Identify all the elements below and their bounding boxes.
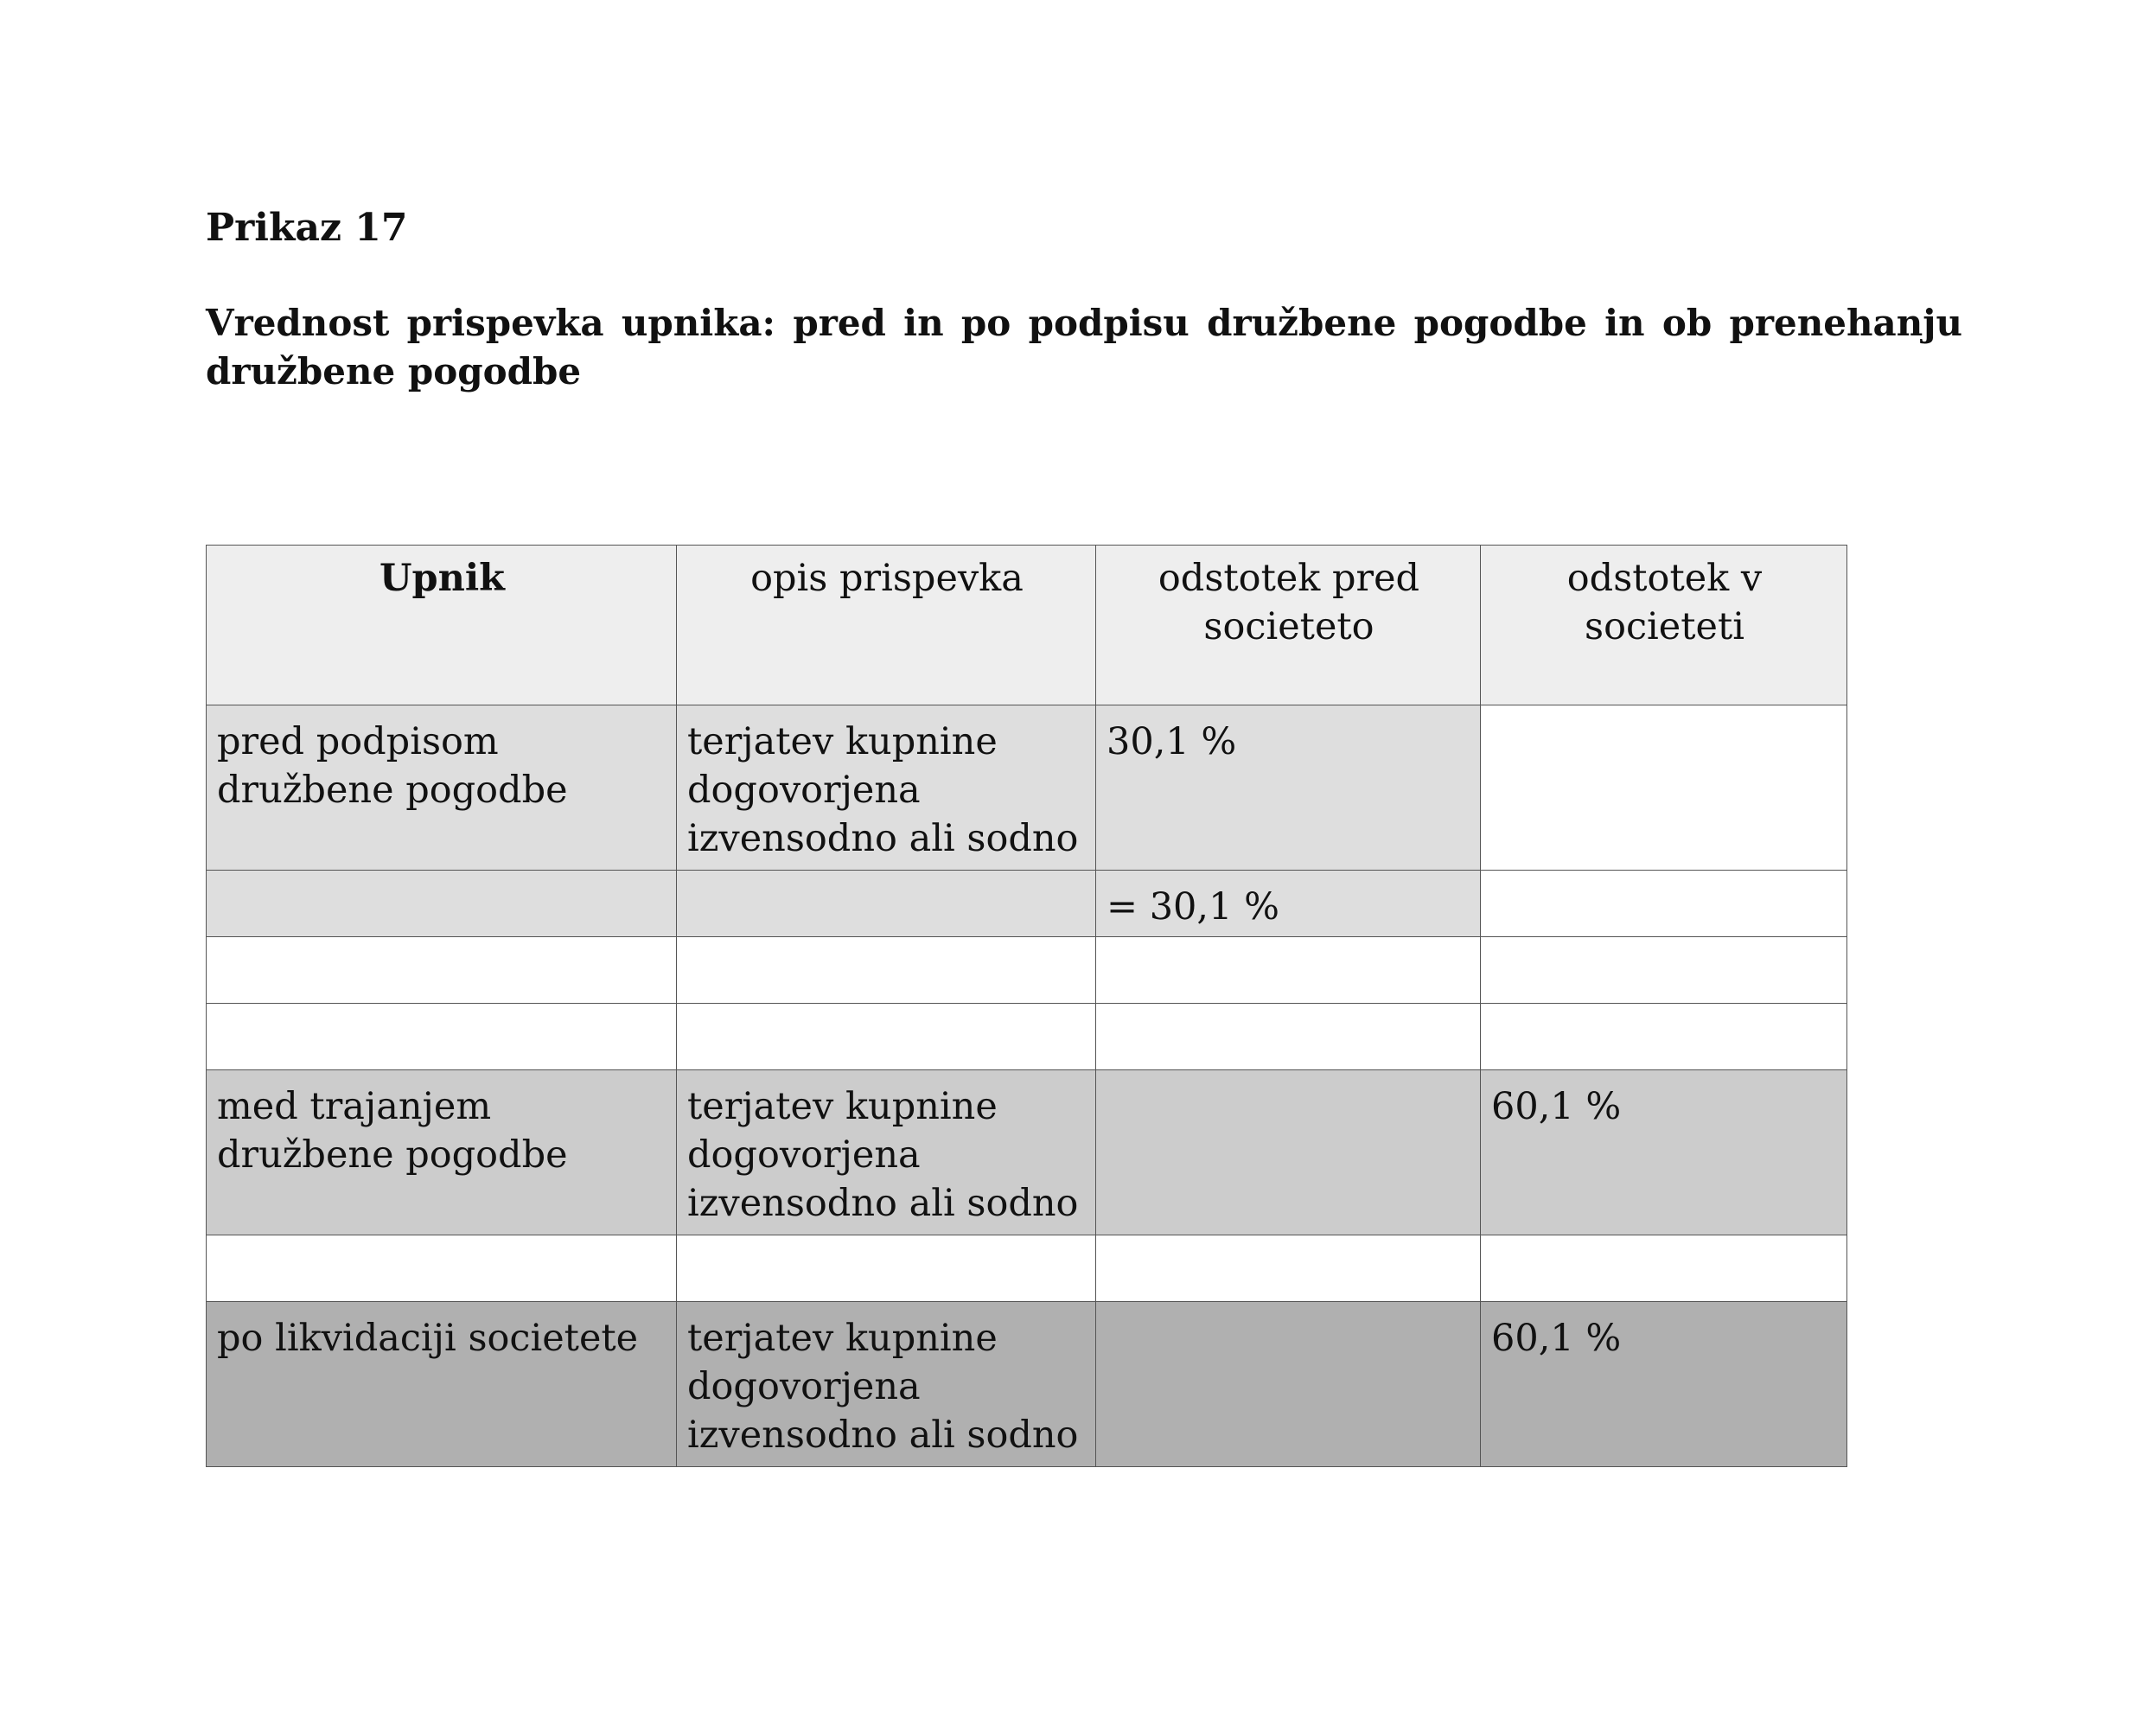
table-cell	[207, 871, 677, 937]
table-cell	[207, 937, 677, 1004]
table-cell: 60,1 %	[1481, 1070, 1847, 1235]
table-cell	[677, 871, 1096, 937]
table-cell	[1481, 937, 1847, 1004]
table-cell: terjatev kupnine dogovorjena izvensodno ali sodno	[677, 1070, 1096, 1235]
table-cell	[677, 1004, 1096, 1070]
table-cell	[1096, 937, 1481, 1004]
figure-label: Prikaz 17	[206, 206, 408, 250]
table-header-row	[207, 546, 1847, 705]
table-cell	[207, 1235, 677, 1302]
table-cell	[1481, 1235, 1847, 1302]
table-row	[207, 1235, 1847, 1302]
table-row	[207, 1070, 1847, 1235]
table-row	[207, 705, 1847, 871]
figure-title: Vrednost prispevka upnika: pred in po podpisu družbene pogodbe in ob prenehanju družbene pogodbe	[206, 302, 1962, 393]
table-cell	[1096, 1070, 1481, 1235]
table-cell: med trajanjem družbene pogodbe	[207, 1070, 677, 1235]
header-odstotek-v-societeti: odstotek v societeti	[1481, 546, 1847, 705]
table-cell: po likvidaciji societete	[207, 1302, 677, 1467]
table-cell: 60,1 %	[1481, 1302, 1847, 1467]
header-odstotek-pred-societeto: odstotek pred societeto	[1096, 546, 1481, 705]
table-cell	[1096, 1235, 1481, 1302]
table-cell	[1096, 1302, 1481, 1467]
table-cell: 30,1 %	[1096, 705, 1481, 871]
table-cell	[1096, 1004, 1481, 1070]
table-cell	[677, 1235, 1096, 1302]
table-cell	[207, 1004, 677, 1070]
contribution-table	[206, 545, 1847, 1467]
header-opis-prispevka: opis prispevka	[677, 546, 1096, 705]
table-cell: pred podpisom družbene pogodbe	[207, 705, 677, 871]
table-cell: terjatev kupnine dogovorjena izvensodno ali sodno	[677, 1302, 1096, 1467]
table-cell: = 30,1 %	[1096, 871, 1481, 937]
table-cell: terjatev kupnine dogovorjena izvensodno ali sodno	[677, 705, 1096, 871]
table-cell	[1481, 871, 1847, 937]
table-cell	[1481, 705, 1847, 871]
header-upnik: Upnik	[207, 546, 677, 705]
table-row	[207, 1004, 1847, 1070]
table-row	[207, 871, 1847, 937]
table-row	[207, 937, 1847, 1004]
table-cell	[1481, 1004, 1847, 1070]
table-row	[207, 1302, 1847, 1467]
table-cell	[677, 937, 1096, 1004]
